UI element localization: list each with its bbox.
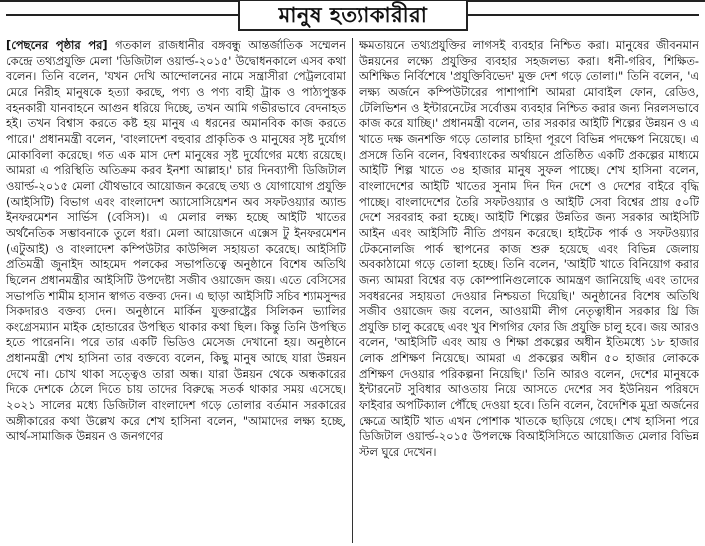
article-paragraph-left	[6, 38, 346, 445]
continuation-kicker: [পেছনের পৃষ্ঠার পর]	[6, 38, 108, 52]
column-divider	[352, 38, 353, 543]
headline-rule-left	[6, 14, 238, 16]
left-column-text: গতকাল রাজধানীর বঙ্গবন্ধু আন্তর্জাতিক সম্মেলন কেন্দ্রে তথ্যপ্রযুক্তি মেলা 'ডিজিটাল ওয়ার্ল্ড-২০১৫' উদ্বোধনকালে এসব কথা বলেন। তিনি বলেন, 'যখন দেখি আন্দোলনের নামে সন্ত্রাসীরা পেট্রলবোমা মেরে নিরীহ মানুষকে হত্যা করছে, পণ্য ও পণ্য বাহী ট্রাক ও পাঠ্যপুস্তক বহনকারী যানবাহনে আগুন ধরিয়ে দিচ্ছে, তখন আমি গভীরভাবে বেদনাহত হই। তখন বিশ্বাস করতে কষ্ট হয় মানুষ এ ধরনের অমানবিক কাজ করতে পারে।' প্রধানমন্ত্রী বলেন, 'বাংলাদেশ বহুবার প্রাকৃতিক ও মানুষের সৃষ্ট দুর্যোগ মোকাবিলা করেছে। গত এক মাস দেশ মানুষের সৃষ্ট দুর্যোগের মধ্যে রয়েছে। আমরা এ পরিস্থিতি অতিক্রম করব ইনশা আল্লাহ।' চার দিনব্যাপী ডিজিটাল ওয়ার্ল্ড-২০১৫ মেলা যৌথভাবে আয়োজন করেছে তথ্য ও যোগাযোগ প্রযুক্তি (আইসিটি) বিভাগ এবং বাংলাদেশ অ্যাসোসিয়েশন অব সফটওয়্যার অ্যান্ড ইনফরমেশন সার্ভিস (বেসিস)। এ মেলার লক্ষ্য হচ্ছে আইটি খাতের অর্থনৈতিক সম্ভাবনাকে তুলে ধরা। মেলা আয়োজনে এক্সেস টু ইনফরমেশন (এটুআই) ও বাংলাদেশ কম্পিউটার কাউন্সিল সহায়তা করেছে। আইসিটি প্রতিমন্ত্রী জুনাইদ আহমেদ পলকের সভাপতিত্বে অনুষ্ঠানে বিশেষ অতিথি ছিলেন প্রধানমন্ত্রীর আইসিটি উপদেষ্টা সজীব ওয়াজেদ জয়। এতে বেসিসের সভাপতি শামীম হাসান স্বাগত বক্তব্য দেন। এ ছাড়া আইসিটি সচিব শ্যামসুন্দর সিকদারও বক্তব্য দেন। অনুষ্ঠানে মার্কিন যুক্তরাষ্ট্রের সিলিকন ভ্যালির কংগ্রেসম্যান মাইক হোন্ডারের উপস্থিত থাকার কথা ছিল। কিন্তু তিনি উপস্থিত হতে পারেননি। পরে তার একটি ভিডিও মেসেজ দেখানো হয়। অনুষ্ঠানে প্রধানমন্ত্রী শেখ হাসিনা তার বক্তব্যে বলেন, কিছু মানুষ আছে যারা উন্নয়ন দেখে না। চোখ থাকা সত্ত্বেও তারা অন্ধ। যারা উন্নয়ন থেকে অন্ধকারের দিকে দেশকে ঠেলে দিতে চায় তাদের বিরুদ্ধে সতর্ক থাকার সময় এসেছে। ২০২১ সালের মধ্যে ডিজিটাল বাংলাদেশ গড়ে তোলার বর্তমান সরকারের অঙ্গীকারের কথা উল্লেখ করে শেখ হাসিনা বলেন, "আমাদের লক্ষ্য হচ্ছে, আর্থ-সামাজিক উন্নয়ন ও জনগণের	[6, 38, 346, 444]
right-column-text: ক্ষমতায়নে তথ্যপ্রযুক্তির লাগসই ব্যবহার নিশ্চিত করা। মানুষের জীবনমান উন্নয়নের লক্ষ্যে প্রযুক্তির ব্যবহার সহজলভ্য করা। ধনী-গরিব, শিক্ষিত-অশিক্ষিত নির্বিশেষে 'প্রযুক্তিবিভেদ' মুক্ত দেশ গড়ে তোলা।" তিনি বলেন, 'এ লক্ষ্য অর্জনে কম্পিউটারের পাশাপাশি আমরা মোবাইল ফোন, রেডিও, টেলিভিশন ও ইন্টারনেটের সর্বোত্তম ব্যবহার নিশ্চিত করার জন্য নিরলসভাবে কাজ করে যাচ্ছি।' প্রধানমন্ত্রী বলেন, তার সরকার আইটি শিল্পের উন্নয়ন ও এ খাতে দক্ষ জনশক্তি গড়ে তোলার চাহিদা পূরণে বিভিন্ন পদক্ষেপ নিয়েছে। এ প্রসঙ্গে তিনি বলেন, বিশ্বব্যাংকের অর্থায়নে প্রতিষ্ঠিত একটি প্রকল্পের মাধ্যমে আইটি শিল্প খাতে ৩৪ হাজার মানুষ সুফল পাচ্ছে। শেখ হাসিনা বলেন, বাংলাদেশের আইটি খাতের সুনাম দিন দিন দেশে ও দেশের বাইরে বৃদ্ধি পাচ্ছে। বাংলাদেশের তৈরি সফটওয়্যার ও আইটি সেবা বিশ্বের প্রায় ৫০টি দেশে সরবরাহ করা হচ্ছে। আইটি শিল্পের উন্নতির জন্য সরকার আইসিটি আইন এবং আইসিটি নীতি প্রণয়ন করেছে। হাইটেক পার্ক ও সফটওয়্যার টেকনোলজি পার্ক স্থাপনের কাজ শুরু হয়েছে এবং বিভিন্ন জেলায় অবকাঠামো গড়ে তোলা হচ্ছে। তিনি বলেন, 'আইটি খাতে বিনিয়োগ করার জন্য আমরা বিশ্বের বড় কোম্পানিগুলোকে আমন্ত্রণ জানিয়েছি এবং তাদের সবধরনের সহায়তা দেওয়ার নিশ্চয়তা দিয়েছি।' অনুষ্ঠানের বিশেষ অতিথি সজীব ওয়াজেদ জয় বলেন, আওয়ামী লীগ নেতৃত্বাধীন সরকার থ্রি জি প্রযুক্তি চালু করেছে এবং খুব শিগগির ফোর জি প্রযুক্তি চালু হবে। জয় আরও বলেন, 'আইসিটি এবং আয় ও শিক্ষা প্রকল্পের অধীন ইতিমধ্যে ১৮ হাজার লোক প্রশিক্ষণ নিয়েছে। আমরা এ প্রকল্পের অধীন ৫০ হাজার লোককে প্রশিক্ষণ দেওয়ার পরিকল্পনা নিয়েছি।' তিনি আরও বলেন, দেশের মানুষকে ইন্টারনেট সুবিধার আওতায় নিয়ে আসতে দেশের সব ইউনিয়ন পরিষদে ফাইবার অপটিক্যাল পৌঁছে দেওয়া হবে। তিনি বলেন, বৈদেশিক মুদ্রা অর্জনের ক্ষেত্রে আইটি খাত এখন পোশাক খাতকে ছাড়িয়ে গেছে। শেখ হাসিনা পরে ডিজিটাল ওয়ার্ল্ড-২০১৫ উপলক্ষে বিআইসিসিতে আয়োজিত মেলার বিভিন্ন স্টল ঘুরে দেখেন।	[359, 38, 699, 460]
article-column-right	[359, 38, 699, 546]
headline: মানুষ হত্যাকারীরা	[238, 1, 468, 31]
headline-rule-right	[468, 14, 699, 16]
article-column-left	[6, 38, 346, 546]
